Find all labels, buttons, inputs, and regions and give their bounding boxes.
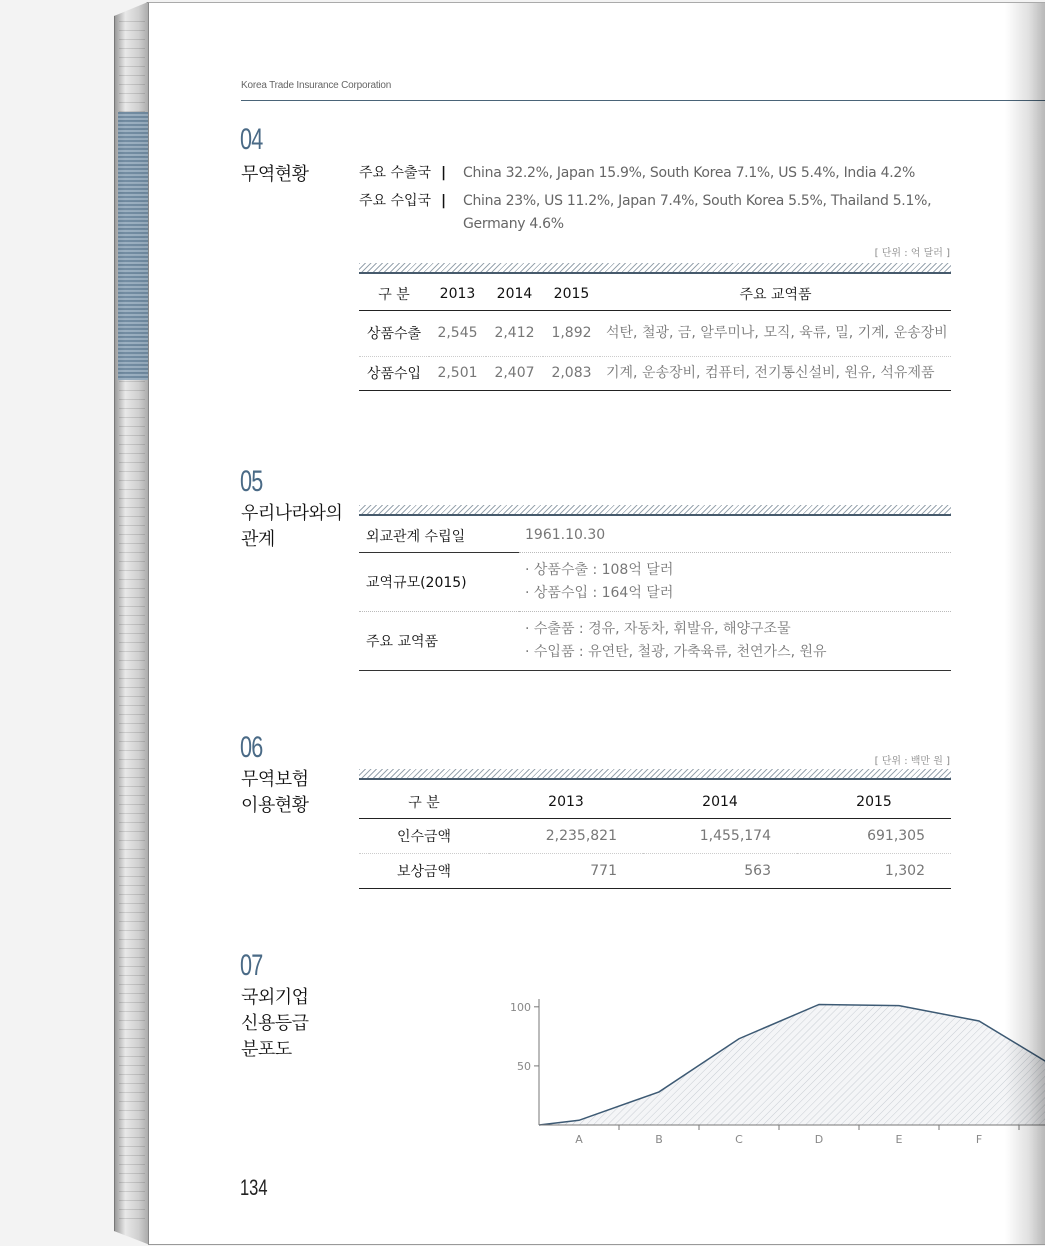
relations-table	[359, 520, 951, 671]
table-row	[359, 611, 951, 670]
table-hatch-band	[359, 505, 951, 516]
section-05-number: 05	[240, 465, 263, 498]
row-value-line: · 상품수출 : 108억 달러	[525, 561, 674, 578]
header-rule	[241, 100, 1045, 101]
table-row	[359, 520, 951, 552]
table-header-cell: 2014	[496, 285, 533, 302]
table-cell: 771	[590, 862, 617, 879]
row-value: 1961.10.30	[525, 527, 606, 544]
row-label: 상품수입	[359, 356, 429, 390]
export-partners-row	[359, 162, 948, 185]
x-tick-label: D	[814, 1133, 824, 1146]
table-hatch-band	[359, 769, 951, 780]
table-cell: 2,083	[543, 356, 600, 390]
table-cell: 기계, 운송장비, 컴퓨터, 전기통신설비, 원유, 석유제품	[600, 356, 951, 390]
insurance-unit-label: [ 단위 : 백만 원 ]	[874, 756, 950, 767]
export-partners-value: China 32.2%, Japan 15.9%, South Korea 7.1%, US 5.4%, India 4.2%	[463, 165, 915, 181]
row-label: 주요 교역품	[366, 633, 439, 650]
running-header: Korea Trade Insurance Corporation	[241, 80, 392, 91]
row-value-line: · 상품수입 : 164억 달러	[525, 584, 674, 601]
insurance-table	[359, 786, 951, 889]
table-header-cell: 2013	[439, 285, 476, 302]
import-partners-label: 주요 수입국	[359, 193, 432, 209]
x-tick-label: C	[735, 1133, 743, 1146]
section-06-title: 무역보험 이용현황	[241, 769, 309, 816]
trade-unit-label: [ 단위 : 억 달러 ]	[874, 248, 950, 259]
table-cell: 2,412	[494, 325, 535, 341]
table-header-row	[359, 786, 951, 818]
section-index-tab	[118, 112, 148, 380]
row-label: 외교관계 수립일	[359, 520, 519, 552]
table-row	[359, 818, 951, 853]
table-row	[359, 310, 951, 356]
section-04-number: 04	[240, 123, 263, 156]
table-header-cell: 2015	[856, 793, 892, 810]
x-tick-label: E	[895, 1133, 903, 1146]
table-header-cell: 구 분	[408, 794, 440, 811]
table-header-cell: 구 분	[378, 286, 410, 303]
table-cell: 2,501	[429, 356, 486, 390]
row-value-line: · 수입품 : 유연탄, 철광, 가축육류, 천연가스, 원유	[525, 643, 827, 660]
separator-bar: |	[441, 193, 447, 209]
table-hatch-band	[359, 263, 951, 274]
table-cell: 2,407	[486, 356, 543, 390]
table-cell: 563	[744, 862, 771, 879]
table-cell: 1,302	[884, 862, 925, 879]
section-07-number: 07	[240, 949, 263, 982]
table-header-row	[359, 278, 951, 310]
table-row	[359, 853, 951, 888]
row-label: 인수금액	[396, 828, 452, 845]
page-number: 134	[240, 1175, 268, 1200]
table-cell: 2,235,821	[545, 827, 617, 844]
trade-table	[359, 278, 951, 391]
export-partners-label: 주요 수출국	[359, 165, 432, 181]
y-tick-label: 100	[510, 1000, 531, 1014]
x-tick-label: F	[975, 1133, 983, 1146]
table-cell: 691,305	[867, 827, 925, 844]
table-header-cell: 2015	[553, 285, 590, 302]
x-tick-label: B	[655, 1133, 663, 1146]
table-cell: 2,545	[437, 325, 478, 341]
x-tick-label: A	[575, 1133, 583, 1146]
section-06-number: 06	[240, 731, 263, 764]
import-partners-value: China 23%, US 11.2%, Japan 7.4%, South Korea 5.5%, Thailand 5.1%, Germany 4.6%	[463, 193, 932, 232]
page-gutter-shadow	[1005, 3, 1045, 1244]
row-label: 상품수출	[366, 326, 422, 342]
section-07-title: 국외기업 신용등급 분포도	[241, 987, 309, 1060]
table-row	[359, 356, 951, 390]
credit-rating-area-chart	[349, 988, 983, 1153]
table-row	[359, 552, 951, 611]
table-header-cell: 2013	[548, 793, 584, 810]
y-tick-label: 50	[517, 1059, 531, 1073]
table-header-cell: 주요 교역품	[739, 286, 812, 303]
import-partners-row	[359, 190, 948, 236]
row-value-line: · 수출품 : 경유, 자동차, 휘발유, 해양구조물	[525, 620, 791, 637]
table-cell: 1,892	[551, 325, 592, 341]
row-label: 보상금액	[396, 863, 452, 880]
row-label: 교역규모(2015)	[366, 574, 467, 591]
section-04-title: 무역현황	[241, 164, 309, 185]
separator-bar: |	[441, 165, 447, 181]
table-cell: 석탄, 철광, 금, 알루미나, 모직, 육류, 밀, 기계, 운송장비	[606, 325, 948, 341]
table-cell: 1,455,174	[699, 827, 771, 844]
table-header-cell: 2014	[702, 793, 738, 810]
document-page	[148, 2, 1045, 1245]
section-05-title: 우리나라와의 관계	[241, 503, 343, 550]
